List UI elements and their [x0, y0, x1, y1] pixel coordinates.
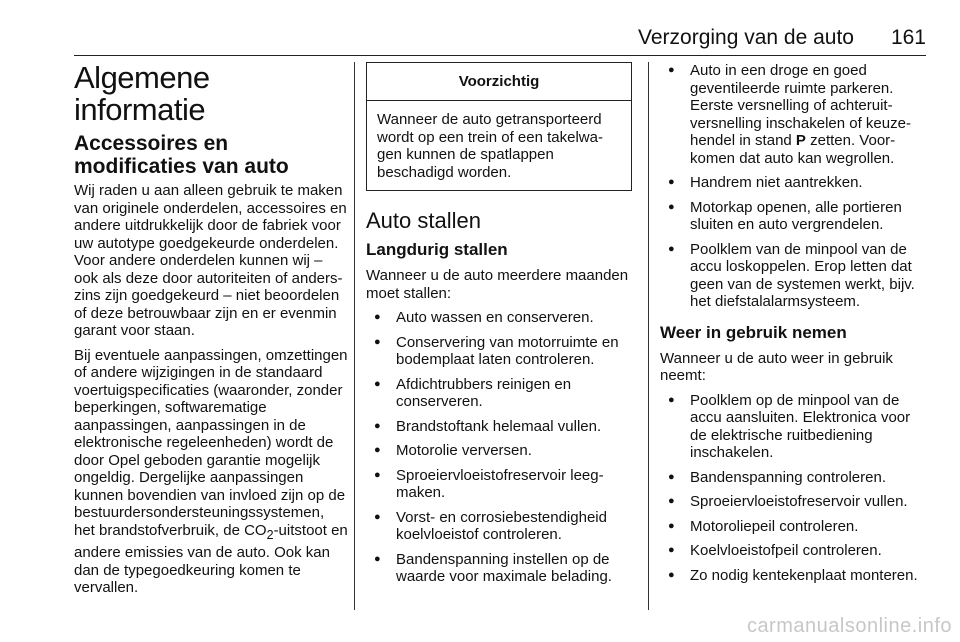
bullet-list: [660, 392, 930, 585]
list-item: ● Motorolie verversen.: [396, 442, 634, 460]
subscript: 2: [266, 527, 274, 542]
page-number: 161: [890, 26, 926, 49]
list-item: ● Koelvloeistofpeil controleren.: [690, 542, 930, 560]
list-item: ● Bandenspanning controleren.: [690, 469, 930, 487]
subsection-heading: Weer in gebruik nemen: [660, 322, 847, 342]
bullet-list: [660, 62, 930, 311]
caution-box: [366, 62, 632, 191]
list-item: ● Afdichtrubbers reinigen en conserveren.: [396, 376, 634, 411]
paragraph: Wanneer u de auto meerdere maanden moet stallen:: [366, 267, 629, 302]
paragraph: Bij eventuele aanpassingen, omzettingen of andere wijzigingen in de standaard voertuigspecificaties (waaronder, zonder beperkingen, softwarematige aanpassingen, aanpassingen in de elektronische regeleenheden) wordt de door Opel geboden garantie mogelijk ongeldig. Dergelijke aanpassingen kunnen bovendien van invloed zijn op de bestuurdersondersteuningssystemen, het brandstofverbruik, de $CO_2$-uitstoot en andere emissies van de auto. Ook kan dan de typegoedkeuring komen te vervallen.: [74, 346, 348, 596]
running-title: Verzorging van de auto: [638, 26, 854, 49]
paragraph: Wanneer u de auto weer in gebruik neemt:: [660, 349, 893, 384]
list-item: ● Auto wassen en conserveren.: [396, 309, 634, 327]
bullet-list: [366, 309, 634, 586]
column-right: [660, 62, 930, 591]
list-item: ● Sproeiervloeistofreservoir vullen.: [690, 493, 930, 511]
watermark: carmanualsonline.info: [746, 615, 952, 637]
list-item: ● Handrem niet aantrekken.: [690, 174, 930, 192]
list-item: ● Poolklem van de minpool van de accu loskoppelen. Erop letten dat geen van de systemen werkt, bijv. het diefstalalarmsysteem.: [690, 241, 930, 311]
section-heading: Auto stallen: [366, 208, 481, 233]
column-middle: [366, 62, 634, 593]
caution-title: Voorzichtig: [367, 63, 631, 101]
list-item: ● Bandenspanning instellen op de waarde voor maximale belading.: [396, 551, 634, 586]
list-item: ● Auto in een droge en goed geventileerde ruimte parkeren. Eerste versnelling of achteruitversnelling inschakelen of keuzehendel in stand P zetten. Voorkomen dat auto kan wegrollen.: [690, 62, 930, 167]
subsection-heading: Accessoires en modificaties van auto: [74, 132, 289, 178]
column-divider: [354, 62, 355, 610]
list-item: ● Poolklem op de minpool van de accu aansluiten. Elektronica voor de elektrische ruitbediening inschakelen.: [690, 392, 930, 462]
list-item: ● Motoroliepeil controleren.: [690, 518, 930, 536]
column-divider: [648, 62, 649, 610]
list-item: ● Zo nodig kentekenplaat monteren.: [690, 567, 930, 585]
list-item: ● Vorst- en corrosiebestendigheid koelvloeistof controleren.: [396, 509, 634, 544]
list-item: ● Sproeiervloeistofreservoir leegmaken.: [396, 467, 634, 502]
list-item: ● Conservering van motorruimte en bodemplaat laten controleren.: [396, 334, 634, 369]
list-item: ● Motorkap openen, alle portieren sluiten en auto vergrendelen.: [690, 199, 930, 234]
header-rule: [74, 55, 926, 56]
column-left: [74, 62, 348, 604]
caution-text: Wanneer de auto getransporteerd wordt op een trein of een takelwagen kunnen de spatlappen beschadigd worden.: [377, 111, 603, 181]
section-heading: Algemene informatie: [74, 60, 210, 127]
page-header: [74, 26, 926, 54]
list-item: ● Brandstoftank helemaal vullen.: [396, 418, 634, 436]
subsection-heading: Langdurig stallen: [366, 240, 508, 259]
paragraph: Wij raden u aan alleen gebruik te maken van originele onderdelen, accessoires en andere uitdrukkelijk door de fabriek voor uw autotype goedgekeurde onderdelen. Voor andere onderdelen kunnen wij – ook als deze door autoriteiten of anderszins zijn goedgekeurd – niet beoordelen of deze betrouwbaar zijn en er evenmin garant voor staan.: [74, 182, 347, 339]
